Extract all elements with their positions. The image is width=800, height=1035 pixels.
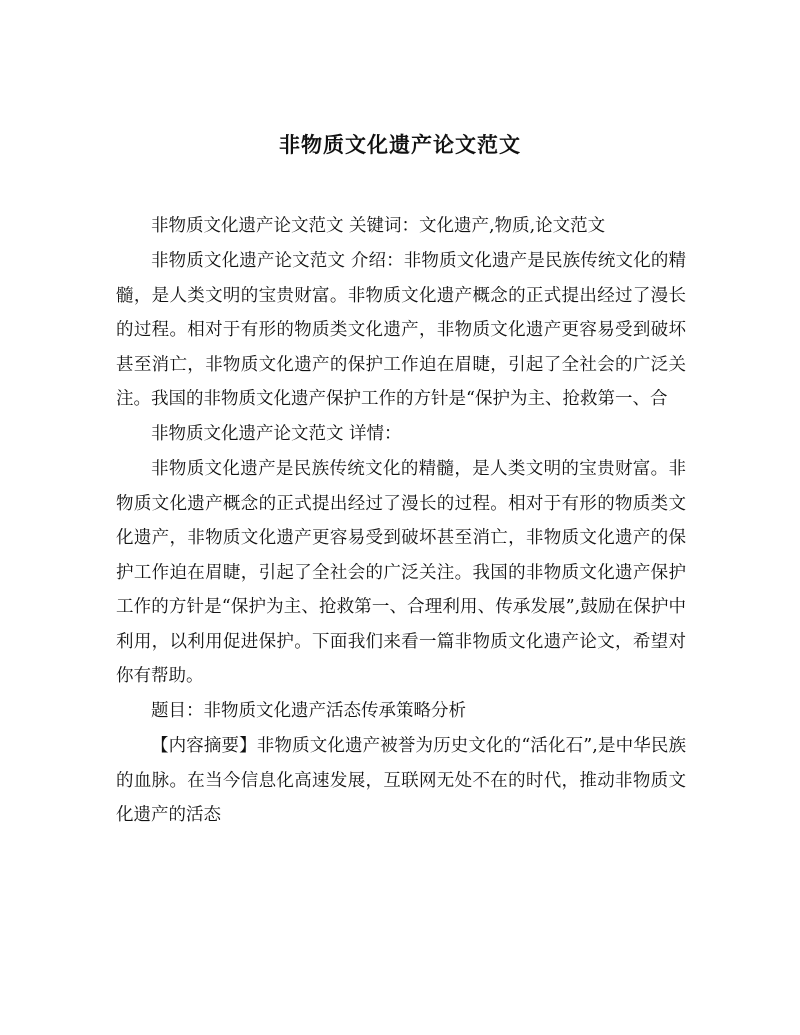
details-heading: 非物质文化遗产论文范文 详情： (151, 424, 402, 444)
introduction-paragraph: 非物质文化遗产论文范文 介绍：非物质文化遗产是民族传统文化的精髓，是人类文明的宝贵财富。非物质文化遗产概念的正式提出经过了漫长的过程。相对于有形的物质类文化遗产，非物质文化遗产更容易受到破坏甚至消亡，非物质文化遗产的保护工作迫在眉睫，引起了全社会的广泛关注。我国的非物质文化遗产保护工作的方针是“保护为主、抢救第一、合 (116, 251, 686, 409)
abstract-paragraph: 【内容摘要】非物质文化遗产被誉为历史文化的“活化石”,是中华民族的血脉。在当今信息化高速发展，互联网无处不在的时代，推动非物质文化遗产的活态 (116, 736, 686, 825)
keywords-paragraph: 非物质文化遗产论文范文 关键词：文化遗产,物质,论文范文 (151, 216, 606, 236)
document-body (116, 209, 686, 833)
page-title: 非物质文化遗产论文范文 (279, 132, 521, 157)
topic-line: 题目：非物质文化遗产活态传承策略分析 (151, 701, 466, 721)
details-paragraph: 非物质文化遗产是民族传统文化的精髓，是人类文明的宝贵财富。非物质文化遗产概念的正式提出经过了漫长的过程。相对于有形的物质类文化遗产，非物质文化遗产更容易受到破坏甚至消亡，非物质文化遗产的保护工作迫在眉睫，引起了全社会的广泛关注。我国的非物质文化遗产保护工作的方针是“保护为主、抢救第一、合理利用、传承发展”,鼓励在保护中利用，以利用促进保护。下面我们来看一篇非物质文化遗产论文，希望对你有帮助。 (116, 459, 686, 686)
